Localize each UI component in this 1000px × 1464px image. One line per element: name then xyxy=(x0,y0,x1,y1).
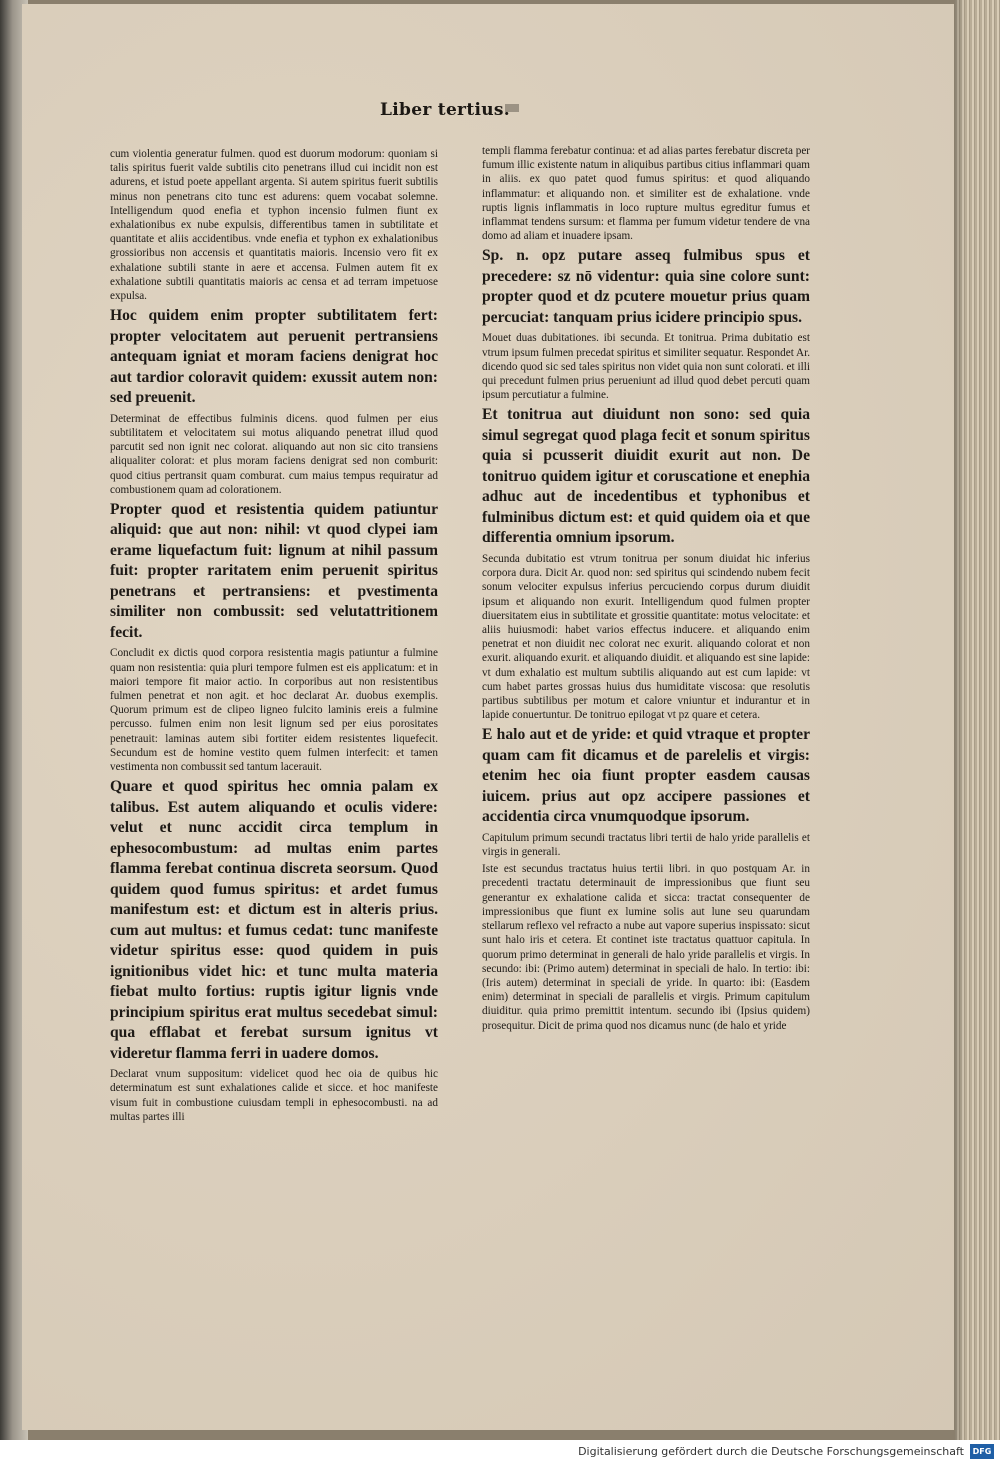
commentary-paragraph: Capitulum primum secundi tractatus libri tertii de halo yride parallelis et virgis in generali. xyxy=(482,831,810,859)
commentary-paragraph: Mouet duas dubitationes. ibi secunda. Et tonitrua. Prima dubitatio est vtrum ipsum fulmen precedat spiritus et similiter sequatur. Respondet Ar. dicendo quod sic sed tales spiritus non videt quia non sunt colorati. et illi qui precedunt fulmen prius perueniunt ad illud quod debet percuti quam ipsum percutiatur a fulmine. xyxy=(482,332,810,402)
text-paragraph: Sp. n. opz putare asseq fulmibus spus et precedere: sz nō videntur: quia sine colore sunt: propter quod et dz pcutere mouetur prius quam percuciat: tanquam prius icidere principio spus. xyxy=(482,247,810,326)
commentary-paragraph: Secunda dubitatio est vtrum tonitrua per sonum diuidat hic inferius corpora dura. Dicit Ar. quod non: sed spiritus qui scindendo nubem fecit sonum velociter expulsus inferius percuciendo corpus durum diuidit ipsum et aliquando non exurit. Intelligendum quod fulmen propter diuersitatem eius in subtilitate et grossitie quantitate: motus velocitate: et aliis huiusmodi: habet varios effectus inducere. et aliquando enim penetrat et non diuidit nec colorat nec exurit. aliquando colorat et non exurit. aliquando exurit. et aliquando diuidit. et aliquando est sine lapide: vt dum exhalatio est multum subtilis aliquando aut est cum lapide: vt cum habet partes grossas huius dus humiditate viscosa: que resolutis partibus subtilibus per motum et calore vniuntur et indurantur et in lapide conuertuntur. De tonitruo epilogat vt pz quare et cetera. xyxy=(482,552,810,722)
text-paragraph: E halo aut et de yride: et quid vtraque et propter quam cam fit dicamus et de parelelis et virgis: etenim hec oia fiunt propter easdem causas iuicem. prius aut opz accipere passiones et accidentia circa vnumquodque ipsorum. xyxy=(482,726,810,826)
right-text-column xyxy=(482,144,810,1036)
commentary-paragraph: cum violentia generatur fulmen. quod est duorum modorum: quoniam si talis spiritus fuerit valde subtilis cito penetrans illud cui incidit non est adurens, et istud poete appellant argenta. Si autem spiritus fuerit subtilis minus non penetrans cito tunc est adurens: quem vocabat solemne. Intelligendum quod enefia et typhon incensio fulmen fiunt ex exhalationibus ex nube expulsis, differentibus tamen in subtilitate et quantitate et aliis accidentibus. vnde enefia et typhon ex exhalationibus grossioribus non accensis et quantitatis maioris. Incensio vero fit ex exhalatione subtili stante in aere et accensa. Fulmen autem fit ex exhalatione subtili quantitatis maioris ac censa et ad terram impetuose expulsa. xyxy=(110,148,438,303)
commentary-paragraph: Iste est secundus tractatus huius tertii libri. in quo postquam Ar. in precedenti tractatu determinauit de impressionibus que fiunt seu generantur ex exhalatione calida et sicca: tractat consequenter de impressionibus que fiunt ex lumine solis aut lune seu quarundam stellarum reflexo vel refracto a nube aut vapore superius inspissato: sicut sunt halo iris et cetera. Et continet iste tractatus quattuor capitula. In quorum primo determinat in generali de halo yride parallelis et virgis. In secundo: ibi: (Primo autem) determinat in speciali de halo. In tertio: ibi: (Iris autem) determinat in speciali de yride. In quarto: ibi: (Easdem enim) determinat in speciali de parallelis et virgis. Primum capitulum diuiditur. quia primo premittit intentum. secundo ibi (Ipsius quidem) prosequitur. Dicit de prima quod nos dicamus nunc (de halo et yride xyxy=(482,863,810,1032)
dfg-logo: DFG xyxy=(970,1444,994,1459)
running-head: Liber tertius. xyxy=(380,100,510,120)
left-text-column xyxy=(110,147,438,1127)
funding-credit: Digitalisierung gefördert durch die Deutsche Forschungsgemeinschaft xyxy=(578,1445,964,1458)
paragraph-gap xyxy=(110,1124,438,1127)
text-paragraph: Et tonitrua aut diuidunt non sono: sed quia simul segregat quod plaga fecit et sonum spiritus quia si pcusserit diuidit exurit aut non. De tonitruo quidem igitur et coruscatione et enephia adhuc aut de incedentibus et typhonibus et fulminibus dictum est: et quid quidem oia et que differentia omnium ipsorum. xyxy=(482,406,810,547)
commentary-paragraph: Determinat de effectibus fulminis dicens. quod fulmen per eius subtilitatem et velocitatem sui motus aliquando penetrat illud quod parcutit sed non ignit nec colorat. aliquando aut non sic cito transiens aliqualiter colorat: et plus moram faciens denigrat sed non comburit: quod citius pertransit quam comburat. cum maius tempus requiratur ad combustionem quam ad colorationem. xyxy=(110,412,438,496)
text-paragraph: Propter quod et resistentia quidem patiuntur aliquid: que aut non: nihil: vt quod clypei iam erame liquefactum fuit: lignum at nihil passum fuit: propter raritatem enim peruenit spiritus penetrans et pertransiens: et pvestimenta similiter non combussit: sed velutattritionem fecit. xyxy=(110,500,438,641)
footer-bar xyxy=(0,1440,1000,1464)
page-edges xyxy=(955,0,1000,1440)
ink-smudge xyxy=(505,104,519,112)
commentary-paragraph: templi flamma ferebatur continua: et ad alias partes ferebatur discreta per fumum illic existente natum in aliquibus partibus citius inflammari quam in aliis. ex quo patet quod fumus spiritus: et quod aliquando inflammatur: et aliquando non. et similiter est de exhalatione. vnde ruptis lignis inflammatis in loco rupture multus egreditur fumus et inflammat tendens sursum: et flamma per fumum videtur tendere de vna domo ad aliam et inuadere ipsam. xyxy=(482,145,811,243)
commentary-paragraph: Declarat vnum suppositum: videlicet quod hec oia de quibus hic determinatum est sunt exhalationes calide et sicce. et hoc manifeste visum fuit in combustione cuiusdam templi in ephesocombusti. na ad multas partes illi xyxy=(110,1068,438,1123)
commentary-paragraph: Concludit ex dictis quod corpora resistentia magis patiuntur a fulmine quam non resistentia: quia pluri tempore fulmen est eis applicatum: et in maiori tempore fit maior actio. In corporibus aut non resistentibus fulmen penetrat et non agit. et hoc declarat Ar. duobus exemplis. Quorum primum est de clipeo ligneo fulcito laminis ereis a fulmine percusso. fulmen enim non lesit lignum sed per eius porositates penetrauit: laminas autem sibi fortiter eidem resistentes liquefecit. Secundum est de homine vestito quem fulmen interfecit: et tamen vestimenta non combussit sed tantum lacerauit. xyxy=(110,647,438,774)
text-paragraph: Hoc quidem enim propter subtilitatem fert: propter velocitatem aut peruenit pertransiens antequam igniat et moram faciens denigrat hoc aut tardior coloravit quidem: exussit autem non: sed preuenit. xyxy=(110,307,438,407)
text-paragraph: Quare et quod spiritus hec omnia palam ex talibus. Est autem aliquando et oculis videre: velut et nunc accidit circa templum in ephesocombustum: ad multas enim partes flamma ferebat continua discreta seorsum. Quod quidem quod fumus spiritus: et ardet fumus manifestum est: et dictum est in alteris prius. cum aut multus: et fumus cedat: tunc manifeste videtur spiritus esse: quod quidem in puis ignitionibus videt hic: et tunc multa materia fiebat multo fortius: ruptis igitur lignis vnde principium spiritus erat multus secedebat simul: qua efflabat et ferebat sursum ignitus vt videretur flamma ferri in uadere domos. xyxy=(110,778,438,1062)
paragraph-gap xyxy=(482,1033,810,1036)
